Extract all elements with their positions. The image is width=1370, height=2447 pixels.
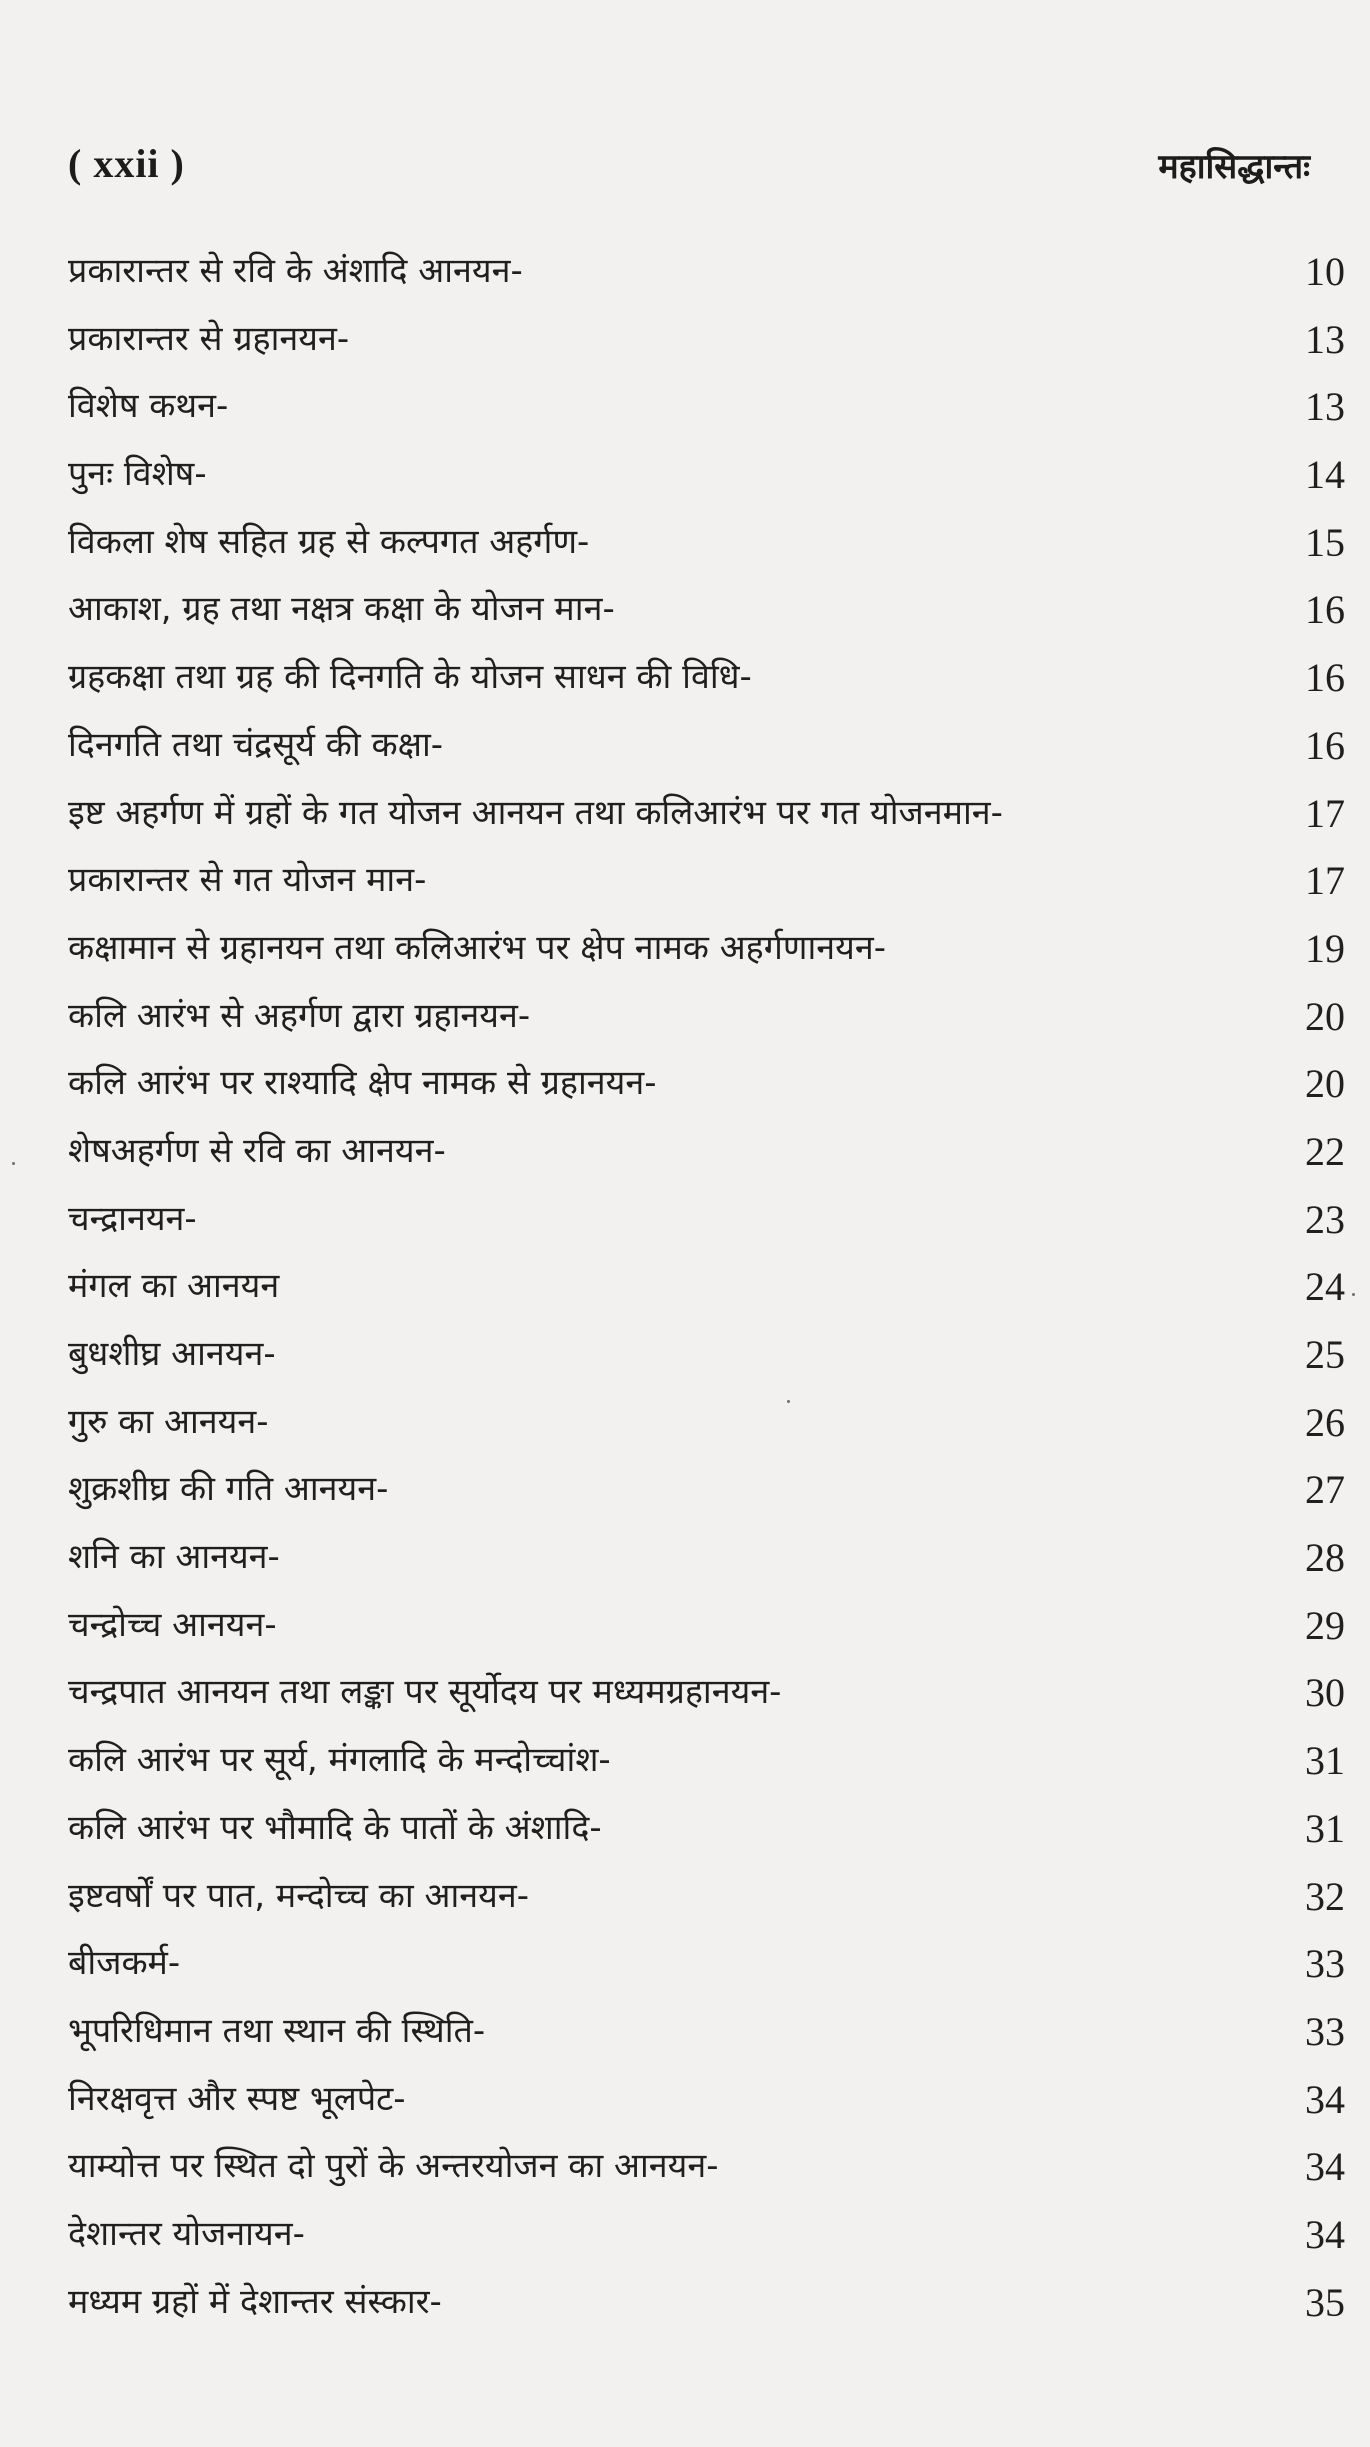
toc-entry-page-number: 23 xyxy=(1305,1196,1345,1242)
paper-speck xyxy=(12,1162,15,1165)
toc-entry-page-number: 17 xyxy=(1305,790,1345,836)
toc-entry-page-number: 34 xyxy=(1305,2076,1345,2122)
toc-entry-title: मध्यम ग्रहों में देशान्तर संस्कार- xyxy=(68,2281,442,2322)
toc-entry-title: दिनगति तथा चंद्रसूर्य की कक्षा- xyxy=(68,724,444,765)
toc-entry xyxy=(68,1795,1345,1863)
toc-entry-title: कलि आरंभ से अहर्गण द्वारा ग्रहानयन- xyxy=(68,995,531,1036)
toc-entry xyxy=(68,2066,1345,2134)
toc-entry-page-number: 31 xyxy=(1305,1738,1345,1784)
toc-entry-title: शुक्रशीघ्र की गति आनयन- xyxy=(68,1469,389,1510)
toc-entry-page-number: 16 xyxy=(1305,722,1345,768)
toc-entry-page-number: 16 xyxy=(1305,655,1345,701)
toc-entry-title: आकाश, ग्रह तथा नक्षत्र कक्षा के योजन मान- xyxy=(68,589,615,630)
toc-entry-title: चन्द्रोच्च आनयन- xyxy=(68,1604,277,1645)
toc-entry-title: चन्द्रपात आनयन तथा लङ्का पर सूर्योदय पर मध्यमग्रहानयन- xyxy=(68,1672,782,1713)
toc-entry-page-number: 26 xyxy=(1305,1399,1345,1445)
toc-entry-page-number: 31 xyxy=(1305,1805,1345,1851)
toc-entry-page-number: 27 xyxy=(1305,1467,1345,1513)
toc-entry-title: याम्योत्त पर स्थित दो पुरों के अन्तरयोजन का आनयन- xyxy=(68,2146,719,2187)
toc-entry xyxy=(68,1998,1345,2066)
toc-entry-title: इष्टवर्षों पर पात, मन्दोच्च का आनयन- xyxy=(68,1875,529,1916)
toc-entry-title: शेषअहर्गण से रवि का आनयन- xyxy=(68,1130,446,1171)
toc-entry-page-number: 30 xyxy=(1305,1670,1345,1716)
toc-entry-page-number: 16 xyxy=(1305,587,1345,633)
toc-entry xyxy=(68,509,1345,577)
toc-entry xyxy=(68,1186,1345,1254)
toc-entry-page-number: 14 xyxy=(1305,452,1345,498)
toc-entry-title: चन्द्रानयन- xyxy=(68,1198,197,1239)
toc-entry-page-number: 33 xyxy=(1305,1941,1345,1987)
toc-entry-title: प्रकारान्तर से रवि के अंशादि आनयन- xyxy=(68,251,523,291)
toc-entry-page-number: 35 xyxy=(1305,2279,1345,2325)
toc-entry-title: प्रकारान्तर से ग्रहानयन- xyxy=(68,318,350,359)
toc-entry xyxy=(68,1592,1345,1660)
toc-entry-title: विशेष कथन- xyxy=(68,386,229,427)
toc-entry-title: शनि का आनयन- xyxy=(68,1537,280,1578)
toc-entry-title: इष्ट अहर्गण में ग्रहों के गत योजन आनयन तथा कलिआरंभ पर गत योजनमान- xyxy=(68,792,1003,833)
toc-entry xyxy=(68,1253,1345,1321)
toc-entry-title: बुधशीघ्र आनयन- xyxy=(68,1334,276,1374)
toc-entry-page-number: 10 xyxy=(1305,249,1345,294)
toc-entry-page-number: 13 xyxy=(1305,384,1345,430)
toc-entry xyxy=(68,1321,1345,1389)
toc-entry-page-number: 17 xyxy=(1305,858,1345,904)
toc-entry-title: कलि आरंभ पर सूर्य, मंगलादि के मन्दोच्चांश- xyxy=(68,1740,611,1781)
toc-entry-page-number: 34 xyxy=(1305,2211,1345,2257)
toc-entry-title: भूपरिधिमान तथा स्थान की स्थिति- xyxy=(68,2010,486,2051)
paper-speck xyxy=(1352,1293,1355,1296)
toc-entry xyxy=(68,373,1345,441)
toc-entry xyxy=(68,2201,1345,2269)
page-number: ( xxii ) xyxy=(68,141,185,186)
toc-entry-title: कलि आरंभ पर भौमादि के पातों के अंशादि- xyxy=(68,1807,602,1848)
page-header xyxy=(68,140,1310,200)
toc-entry xyxy=(68,712,1345,780)
toc-entry-page-number: 28 xyxy=(1305,1535,1345,1581)
toc-entry-title: प्रकारान्तर से गत योजन मान- xyxy=(68,860,427,901)
toc-entry-title: मंगल का आनयन xyxy=(68,1266,280,1307)
toc-entry xyxy=(68,915,1345,983)
toc-entry-page-number: 29 xyxy=(1305,1602,1345,1648)
toc-entry xyxy=(68,847,1345,915)
toc-entry-title: निरक्षवृत्त और स्पष्ट भूलपेट- xyxy=(68,2078,406,2119)
toc-entry-title: देशान्तर योजनायन- xyxy=(68,2213,305,2254)
table-of-contents xyxy=(68,238,1345,2336)
toc-entry-title: कलि आरंभ पर राश्यादि क्षेप नामक से ग्रहानयन- xyxy=(68,1063,657,1104)
toc-entry-page-number: 13 xyxy=(1305,316,1345,362)
toc-entry xyxy=(68,1659,1345,1727)
toc-entry xyxy=(68,644,1345,712)
toc-entry xyxy=(68,1863,1345,1931)
toc-entry xyxy=(68,238,1345,306)
toc-entry xyxy=(68,1456,1345,1524)
toc-entry-page-number: 25 xyxy=(1305,1332,1345,1377)
toc-entry xyxy=(68,983,1345,1051)
toc-entry-title: कक्षामान से ग्रहानयन तथा कलिआरंभ पर क्षेप नामक अहर्गणानयन- xyxy=(68,927,886,968)
toc-entry xyxy=(68,780,1345,848)
toc-entry xyxy=(68,1050,1345,1118)
toc-entry-title: गुरु का आनयन- xyxy=(68,1401,269,1442)
toc-entry xyxy=(68,1930,1345,1998)
toc-entry-page-number: 34 xyxy=(1305,2144,1345,2190)
paper-speck xyxy=(787,1400,790,1403)
toc-entry xyxy=(68,2133,1345,2201)
toc-entry xyxy=(68,306,1345,374)
toc-entry-page-number: 20 xyxy=(1305,993,1345,1039)
toc-entry xyxy=(68,1118,1345,1186)
toc-entry-page-number: 19 xyxy=(1305,925,1345,971)
toc-entry xyxy=(68,2269,1345,2337)
toc-entry-page-number: 20 xyxy=(1305,1061,1345,1107)
toc-entry-title: विकला शेष सहित ग्रह से कल्पगत अहर्गण- xyxy=(68,521,590,562)
toc-entry-page-number: 15 xyxy=(1305,519,1345,565)
running-title: महासिद्धान्तः xyxy=(1158,147,1310,187)
toc-entry xyxy=(68,1727,1345,1795)
toc-entry xyxy=(68,1389,1345,1457)
toc-entry-title: पुनः विशेष- xyxy=(68,454,207,495)
toc-entry-title: ग्रहकक्षा तथा ग्रह की दिनगति के योजन साधन की विधि- xyxy=(68,657,752,698)
toc-entry-page-number: 24 xyxy=(1305,1264,1345,1310)
toc-entry-page-number: 32 xyxy=(1305,1873,1345,1919)
toc-entry-page-number: 33 xyxy=(1305,2008,1345,2054)
toc-entry-title: बीजकर्म- xyxy=(68,1943,181,1984)
toc-entry xyxy=(68,441,1345,509)
toc-entry xyxy=(68,576,1345,644)
toc-entry-page-number: 22 xyxy=(1305,1128,1345,1174)
toc-entry xyxy=(68,1524,1345,1592)
